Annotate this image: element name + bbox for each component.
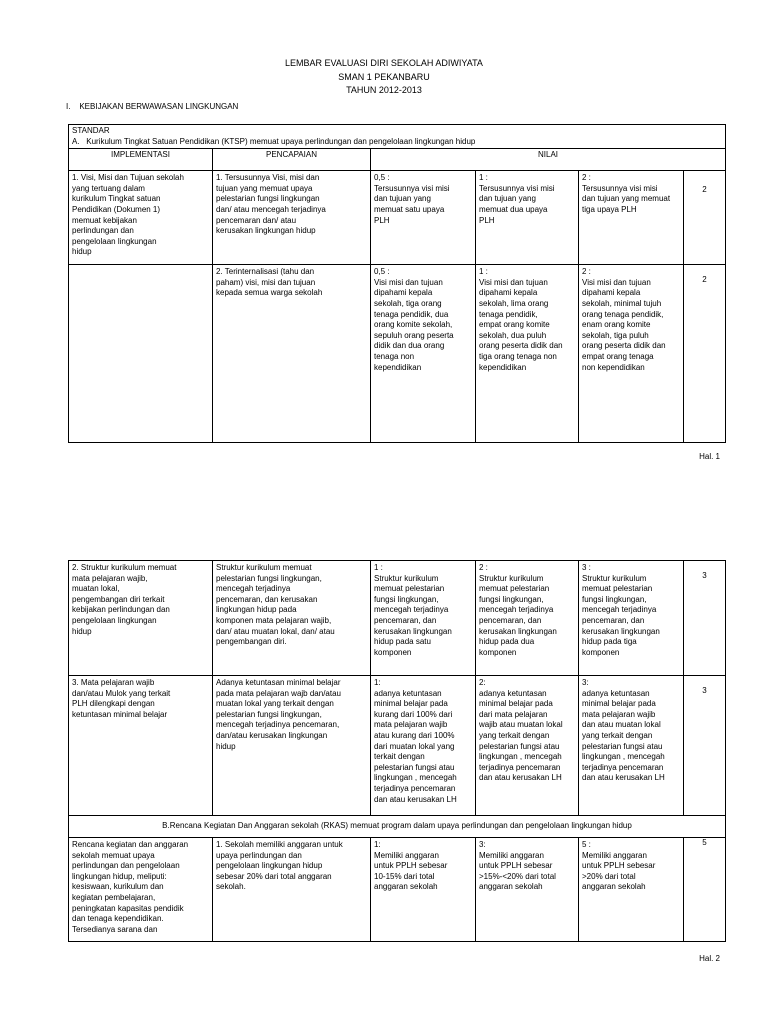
cell-pencapaian: 2. Terinternalisasi (tahu dan paham) visi, misi dan tujuan kepada semua warga sekolah bbox=[213, 265, 371, 443]
header-pencapaian: PENCAPAIAN bbox=[213, 149, 371, 171]
cell-nilai-1: 1: adanya ketuntasan minimal belajar pada kurang dari 100% dari mata pelajaran wajib atau kurang dari 100% dari muatan lokal yang terkait dengan pelestarian fungsi atau lingkungan , mencegah terjadinya pencemaran dan atau kerusakan LH bbox=[371, 676, 476, 816]
cell-score: 2 bbox=[684, 171, 726, 265]
cell-implementasi: 3. Mata pelajaran wajib dan/atau Mulok yang terkait PLH dilengkapi dengan ketuntasan minimal belajar bbox=[69, 676, 213, 816]
cell-nilai-3: 3 : Struktur kurikulum memuat pelestarian fungsi lingkungan, mencegah terjadinya pencemaran, dan kerusakan lingkungan hidup pada tiga komponen bbox=[579, 561, 684, 676]
cell-nilai-3: 5 : Memiliki anggaran untuk PPLH sebesar >20% dari total anggaran sekolah bbox=[579, 838, 684, 942]
cell-nilai-1: 1: Memiliki anggaran untuk PPLH sebesar 10-15% dari total anggaran sekolah bbox=[371, 838, 476, 942]
cell-nilai-3: 3: adanya ketuntasan minimal belajar pada mata pelajaran wajib dan atau muatan lokal yang terkait dengan pelestarian fungsi atau lingkungan , mencegah terjadinya pencemaran dan atau kerusakan LH bbox=[579, 676, 684, 816]
cell-pencapaian: 1. Tersusunnya Visi, misi dan tujuan yang memuat upaya pelestarian fungsi lingkungan dan/ atau mencegah terjadinya pencemaran dan/ atau kerusakan lingkungan hidup bbox=[213, 171, 371, 265]
cell-nilai-3: 2 : Tersusunnya visi misi dan tujuan yang memuat tiga upaya PLH bbox=[579, 171, 684, 265]
table-row bbox=[69, 676, 726, 816]
evaluation-table-1 bbox=[68, 124, 726, 443]
cell-implementasi: 2. Struktur kurikulum memuat mata pelajaran wajib, muatan lokal, pengembangan diri terkait kebijakan perlindungan dan pengelolaan lingkungan hidup bbox=[69, 561, 213, 676]
cell-nilai-1: 0,5 : Visi misi dan tujuan dipahami kepala sekolah, tiga orang tenaga pendidik, dua orang komite sekolah, sepuluh orang peserta didik dan dua orang tenaga non kependidikan bbox=[371, 265, 476, 443]
column-header-row bbox=[69, 149, 726, 171]
section-heading: I. KEBIJAKAN BERWAWASAN LINGKUNGAN bbox=[66, 102, 239, 111]
table-row bbox=[69, 171, 726, 265]
cell-score: 2 bbox=[684, 265, 726, 443]
cell-nilai-2: 1 : Tersusunnya visi misi dan tujuan yang memuat dua upaya PLH bbox=[476, 171, 579, 265]
page-number: Hal. 1 bbox=[699, 452, 720, 461]
cell-nilai-1: 0,5 : Tersusunnya visi misi dan tujuan yang memuat satu upaya PLH bbox=[371, 171, 476, 265]
cell-nilai-2: 2 : Struktur kurikulum memuat pelestarian fungsi lingkungan, mencegah terjadinya pencemaran, dan kerusakan lingkungan hidup pada dua komponen bbox=[476, 561, 579, 676]
doc-title-line-3: TAHUN 2012-2013 bbox=[346, 85, 422, 95]
doc-title-line-2: SMAN 1 PEKANBARU bbox=[338, 72, 430, 82]
standar-row bbox=[69, 125, 726, 149]
header-implementasi: IMPLEMENTASI bbox=[69, 149, 213, 171]
cell-nilai-2: 1 : Visi misi dan tujuan dipahami kepala sekolah, lima orang tenaga pendidik, empat orang komite sekolah, dua puluh orang peserta didik dan tiga orang tenaga non kependidikan bbox=[476, 265, 579, 443]
header-nilai: NILAI bbox=[371, 149, 726, 171]
cell-nilai-3: 2 : Visi misi dan tujuan dipahami kepala sekolah, minimal tujuh orang tenaga pendidik, enam orang komite sekolah, tiga puluh orang peserta didik dan empat orang tenaga non kependidikan bbox=[579, 265, 684, 443]
page-2 bbox=[0, 530, 768, 1024]
cell-nilai-2: 3: Memiliki anggaran untuk PPLH sebesar >15%-<20% dari total anggaran sekolah bbox=[476, 838, 579, 942]
cell-implementasi: Rencana kegiatan dan anggaran sekolah memuat upaya perlindungan dan pengelolaan lingkungan hidup, meliputi: kesiswaan, kurikulum dan kegiatan pembelajaran, peningkatan kapasitas pendidik dan tenaga kependidikan. Tersedianya sarana dan bbox=[69, 838, 213, 942]
standar-label: STANDAR bbox=[72, 126, 110, 135]
page-1 bbox=[0, 0, 768, 500]
cell-implementasi bbox=[69, 265, 213, 443]
cell-nilai-2: 2: adanya ketuntasan minimal belajar pada dari mata pelajaran wajib atau muatan lokal yang terkait dengan pelestarian fungsi atau lingkungan , mencegah terjadinya pencemaran dan atau kerusakan LH bbox=[476, 676, 579, 816]
table-row bbox=[69, 561, 726, 676]
cell-implementasi: 1. Visi, Misi dan Tujuan sekolah yang tertuang dalam kurikulum Tingkat satuan Pendidikan (Dokumen 1) memuat kebijakan perlindungan dan pengelolaan lingkungan hidup bbox=[69, 171, 213, 265]
table-row bbox=[69, 265, 726, 443]
cell-pencapaian: 1. Sekolah memiliki anggaran untuk upaya perlindungan dan pengelolaan lingkungan hidup sebesar 20% dari total anggaran sekolah. bbox=[213, 838, 371, 942]
cell-pencapaian: Struktur kurikulum memuat pelestarian fungsi lingkungan, mencegah terjadinya pencemaran, dan kerusakan lingkungan hidup pada komponen mata pelajaran wajib, dan/ atau muatan lokal, dan/ atau pengembangan diri. bbox=[213, 561, 371, 676]
cell-nilai-1: 1 : Struktur kurikulum memuat pelestarian fungsi lingkungan, mencegah terjadinya pencemaran, dan kerusakan lingkungan hidup pada satu komponen bbox=[371, 561, 476, 676]
standar-a: A. Kurikulum Tingkat Satuan Pendidikan (KTSP) memuat upaya perlindungan dan pengelolaan lingkungan hidup bbox=[72, 136, 476, 146]
standar-b-row bbox=[69, 816, 726, 838]
cell-pencapaian: Adanya ketuntasan minimal belajar pada mata pelajaran wajb dan/atau muatan lokal yang terkait dengan pelestarian fungsi lingkungan, mencegah terjadinya pencemaran, dan/atau kerusakan lingkungan hidup bbox=[213, 676, 371, 816]
cell-score: 3 bbox=[684, 561, 726, 676]
cell-score: 5 bbox=[684, 838, 726, 942]
cell-score: 3 bbox=[684, 676, 726, 816]
standar-b: B.Rencana Kegiatan Dan Anggaran sekolah (RKAS) memuat program dalam upaya perlindungan dan pengelolaan lingkungan hidup bbox=[69, 816, 726, 838]
page-number: Hal. 2 bbox=[699, 954, 720, 963]
doc-title-line-1: LEMBAR EVALUASI DIRI SEKOLAH ADIWIYATA bbox=[285, 58, 483, 68]
table-row bbox=[69, 838, 726, 942]
evaluation-table-2 bbox=[68, 560, 726, 942]
